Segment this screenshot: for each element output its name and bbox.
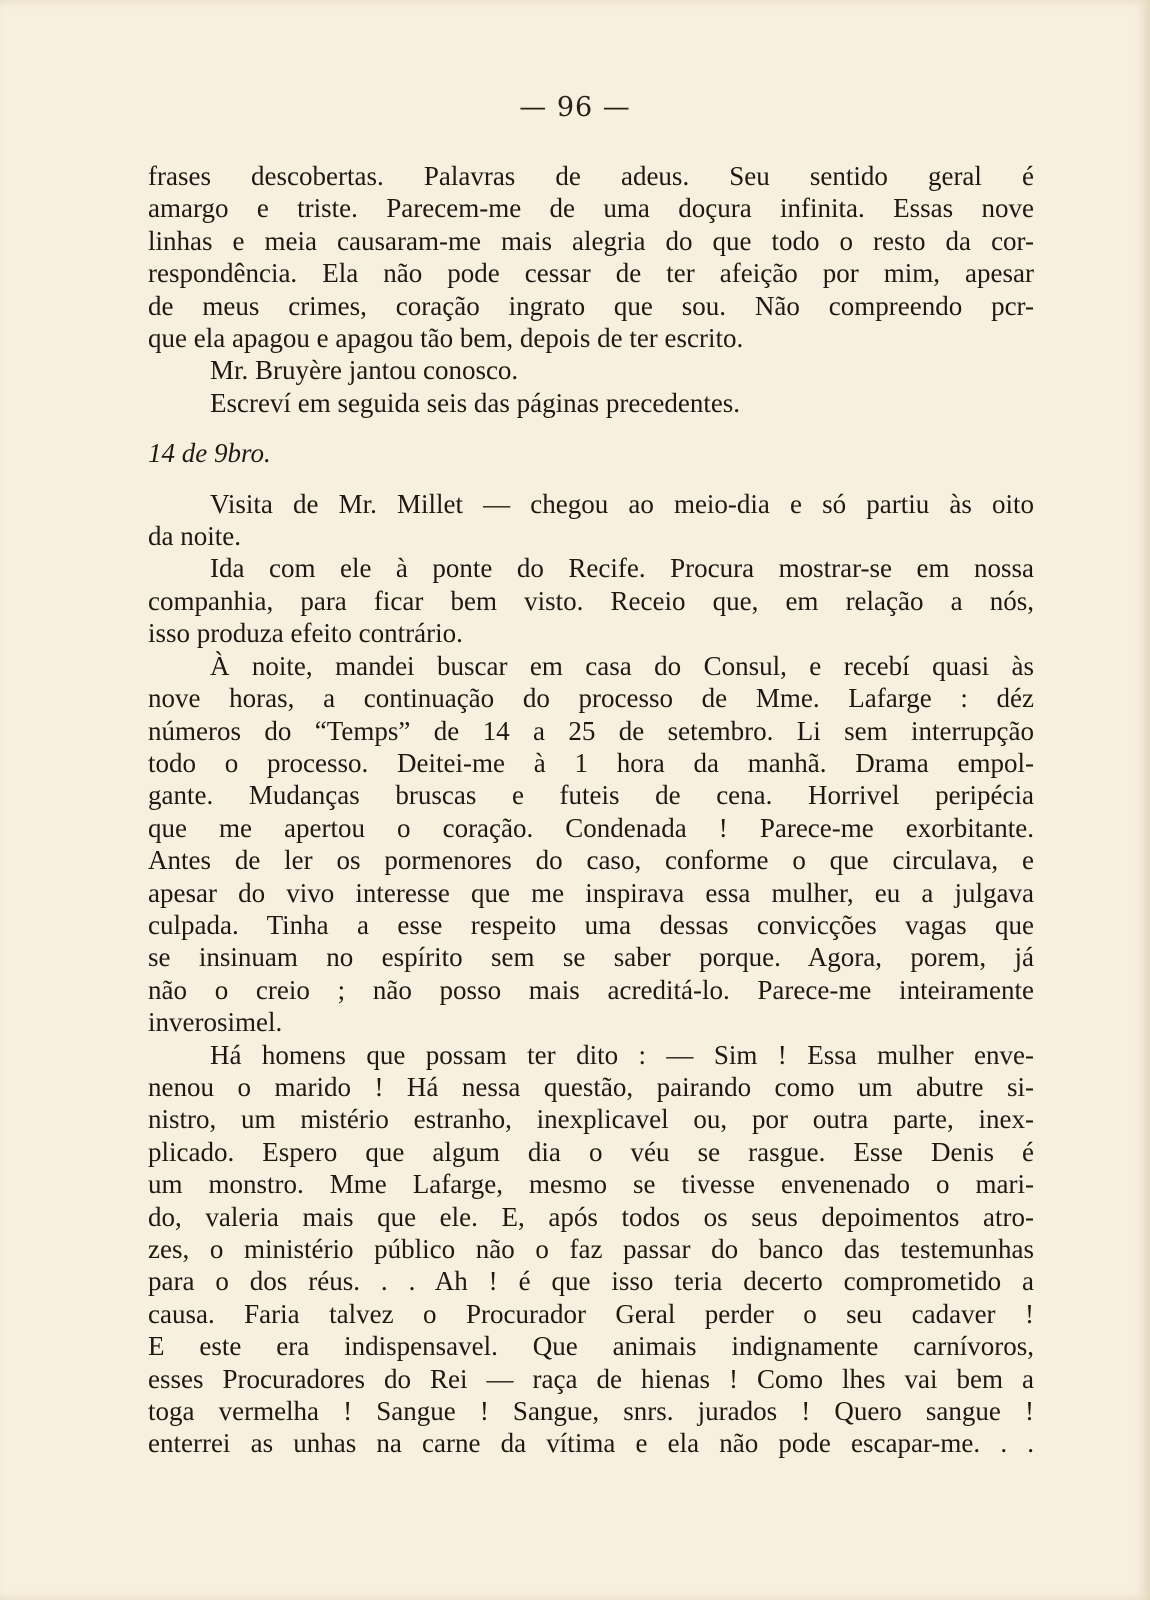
paragraph xyxy=(148,1039,1034,1460)
text-line: enterrei as unhas na carne da vítima e ela não pode escapar-me. . . xyxy=(148,1428,1034,1459)
text-line: linhas e meia causaram-me mais alegria do que todo o resto da cor- xyxy=(148,225,1034,256)
text-line: frases descobertas. Palavras de adeus. Seu sentido geral é xyxy=(148,161,1034,191)
paragraph xyxy=(148,387,1034,419)
text-line: Mr. Bruyère jantou conosco. xyxy=(210,355,519,386)
text-line: números do “Temps” de 14 a 25 de setembro. Li sem interrupção xyxy=(148,715,1034,746)
text-line: culpada. Tinha a esse respeito uma dessas convicções vagas que xyxy=(148,909,1034,940)
text-line: do, valeria mais que ele. E, após todos os seus depoimentos atro- xyxy=(148,1201,1034,1232)
paragraph xyxy=(148,354,1034,386)
text-line: para o dos réus. . . Ah ! é que isso teria decerto comprometido a xyxy=(148,1266,1034,1297)
paragraph xyxy=(148,650,1034,1039)
text-line: isso produza efeito contrário. xyxy=(148,618,463,649)
text-line: companhia, para ficar bem visto. Receio que, em relação a nós, xyxy=(148,585,1034,616)
paragraph xyxy=(148,160,1034,354)
text-line: Há homens que possam ter dito : — Sim ! Essa mulher enve- xyxy=(210,1039,1034,1070)
body-text xyxy=(148,160,1034,1460)
text-line: da noite. xyxy=(148,521,241,552)
text-line: não o creio ; não posso mais acreditá-lo. Parece-me inteiramente xyxy=(148,974,1034,1005)
text-line: Escreví em seguida seis das páginas precedentes. xyxy=(210,387,741,418)
text-line: todo o processo. Deitei-me à 1 hora da manhã. Drama empol- xyxy=(148,747,1034,778)
paragraph xyxy=(148,552,1034,649)
text-line: causa. Faria talvez o Procurador Geral perder o seu cadaver ! xyxy=(148,1298,1034,1329)
text-line: Ida com ele à ponte do Recife. Procura mostrar-se em nossa xyxy=(210,553,1034,584)
text-line: toga vermelha ! Sangue ! Sangue, snrs. jurados ! Quero sangue ! xyxy=(148,1396,1034,1427)
text-line: E este era indispensavel. Que animais indignamente carnívoros, xyxy=(148,1331,1034,1362)
text-line: apesar do vivo interesse que me inspirava essa mulher, eu a julgava xyxy=(148,877,1034,908)
page-number: — 96 — xyxy=(519,92,631,123)
text-line: plicado. Espero que algum dia o véu se rasgue. Esse Denis é xyxy=(148,1136,1034,1167)
text-line: se insinuam no espírito sem se saber porque. Agora, porem, já xyxy=(148,942,1034,973)
text-line: amargo e triste. Parecem-me de uma doçura infinita. Essas nove xyxy=(148,193,1034,224)
text-line: esses Procuradores do Rei — raça de hienas ! Como lhes vai bem a xyxy=(148,1363,1034,1394)
text-line: Visita de Mr. Millet — chegou ao meio-dia e só partiu às oito xyxy=(210,488,1034,519)
text-line: nenou o marido ! Há nessa questão, pairando como um abutre si- xyxy=(148,1071,1034,1102)
text-line: nistro, um mistério estranho, inexplicavel ou, por outra parte, inex- xyxy=(148,1104,1034,1135)
text-line: respondência. Ela não pode cessar de ter afeição por mim, apesar xyxy=(148,258,1034,289)
text-line: nove horas, a continuação do processo de Mme. Lafarge : déz xyxy=(148,683,1034,714)
text-line: que me apertou o coração. Condenada ! Parece-me exorbitante. xyxy=(148,812,1034,843)
text-line: À noite, mandei buscar em casa do Consul, e recebí quasi às xyxy=(210,650,1034,681)
text-line: Antes de ler os pormenores do caso, conforme o que circulava, e xyxy=(148,845,1034,876)
text-line: zes, o ministério público não o faz passar do banco das testemunhas xyxy=(148,1234,1034,1264)
text-line: que ela apagou e apagou tão bem, depois de ter escrito. xyxy=(148,323,744,354)
text-line: um monstro. Mme Lafarge, mesmo se tivesse envenenado o mari- xyxy=(148,1169,1034,1200)
text-line: inverosimel. xyxy=(148,1007,283,1038)
date-heading: 14 de 9bro. xyxy=(148,438,271,469)
paragraph xyxy=(148,488,1034,553)
text-line: de meus crimes, coração ingrato que sou. Não compreendo pcr- xyxy=(148,290,1034,321)
text-line: gante. Mudanças bruscas e futeis de cena. Horrivel peripécia xyxy=(148,780,1034,811)
